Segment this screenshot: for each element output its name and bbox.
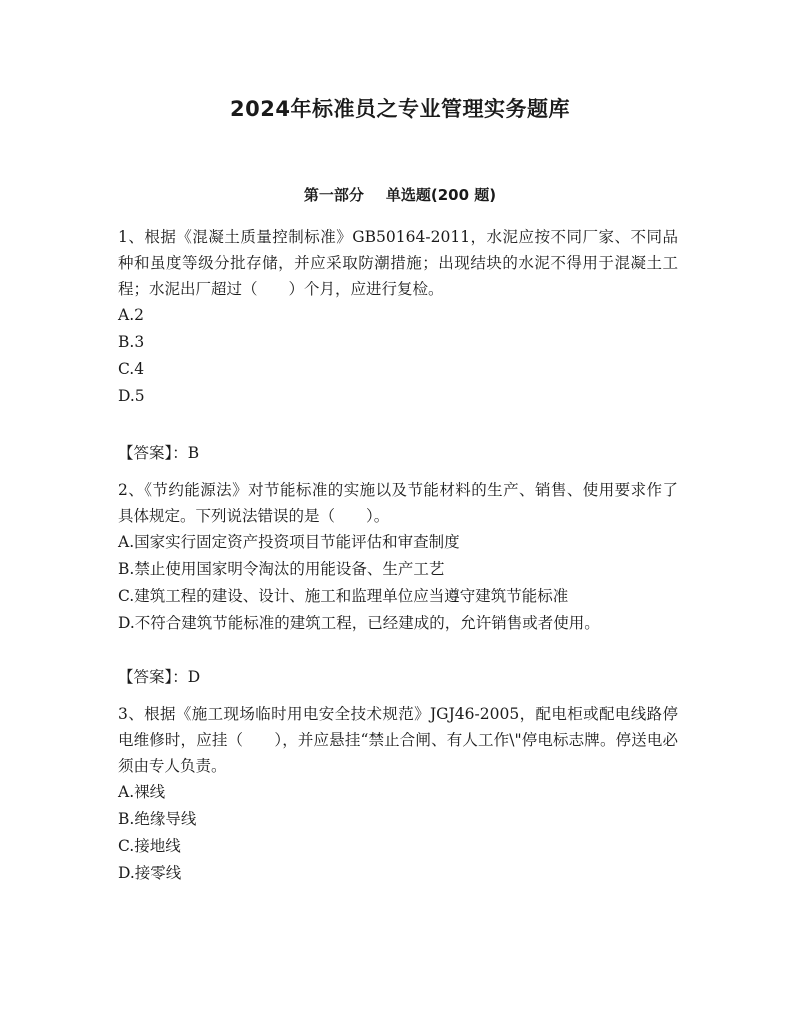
option-a: A.裸线: [118, 783, 166, 801]
question-text: 1、根据《混凝土质量控制标准》GB50164-2011，水泥应按不同厂家、不同品种和虽度等级分批存储，并应采取防潮措施；出现结块的水泥不得用于混凝土工程；水泥出厂超过（ ）个月，应进行复检。: [118, 228, 678, 298]
option-list: [118, 529, 678, 636]
option-list: [118, 779, 678, 887]
option-d: D.不符合建筑节能标准的建筑工程，已经建成的，允许销售或者使用。: [118, 614, 600, 632]
option-b: B.禁止使用国家明令淘汰的用能设备、生产工艺: [118, 560, 445, 578]
option-c: C.4: [118, 360, 145, 378]
question-2: [118, 477, 678, 691]
option-a: A.国家实行固定资产投资项目节能评估和审查制度: [118, 533, 460, 551]
option-c: C.建筑工程的建设、设计、施工和监理单位应当遵守建筑节能标准: [118, 587, 569, 605]
option-d: D.5: [118, 387, 145, 405]
answer-line: 【答案】：B: [118, 444, 200, 462]
option-b: B.绝缘导线: [118, 810, 197, 828]
section-part: 第一部分: [303, 186, 364, 204]
document-title: 2024年标准员之专业管理实务题库: [230, 97, 570, 121]
section-heading: [0, 184, 800, 205]
answer-line: 【答案】：D: [118, 668, 201, 686]
question-text: 3、根据《施工现场临时用电安全技术规范》JGJ46-2005，配电柜或配电线路停电维修时，应挂（ ），并应悬挂“禁止合闸、有人工作\"停电标志牌。停送电必须由专人负责。: [118, 705, 678, 775]
option-a: A.2: [118, 306, 144, 324]
option-d: D.接零线: [118, 864, 182, 882]
section-name: 单选题(200 题): [385, 186, 497, 204]
question-text: 2、《节约能源法》对节能标准的实施以及节能材料的生产、销售、使用要求作了具体规定。下列说法错误的是（ ）。: [118, 481, 678, 525]
question-list: [118, 224, 678, 887]
option-list: [118, 302, 678, 410]
question-3: [118, 701, 678, 887]
option-c: C.接地线: [118, 837, 181, 855]
option-b: B.3: [118, 333, 145, 351]
question-1: [118, 224, 678, 467]
